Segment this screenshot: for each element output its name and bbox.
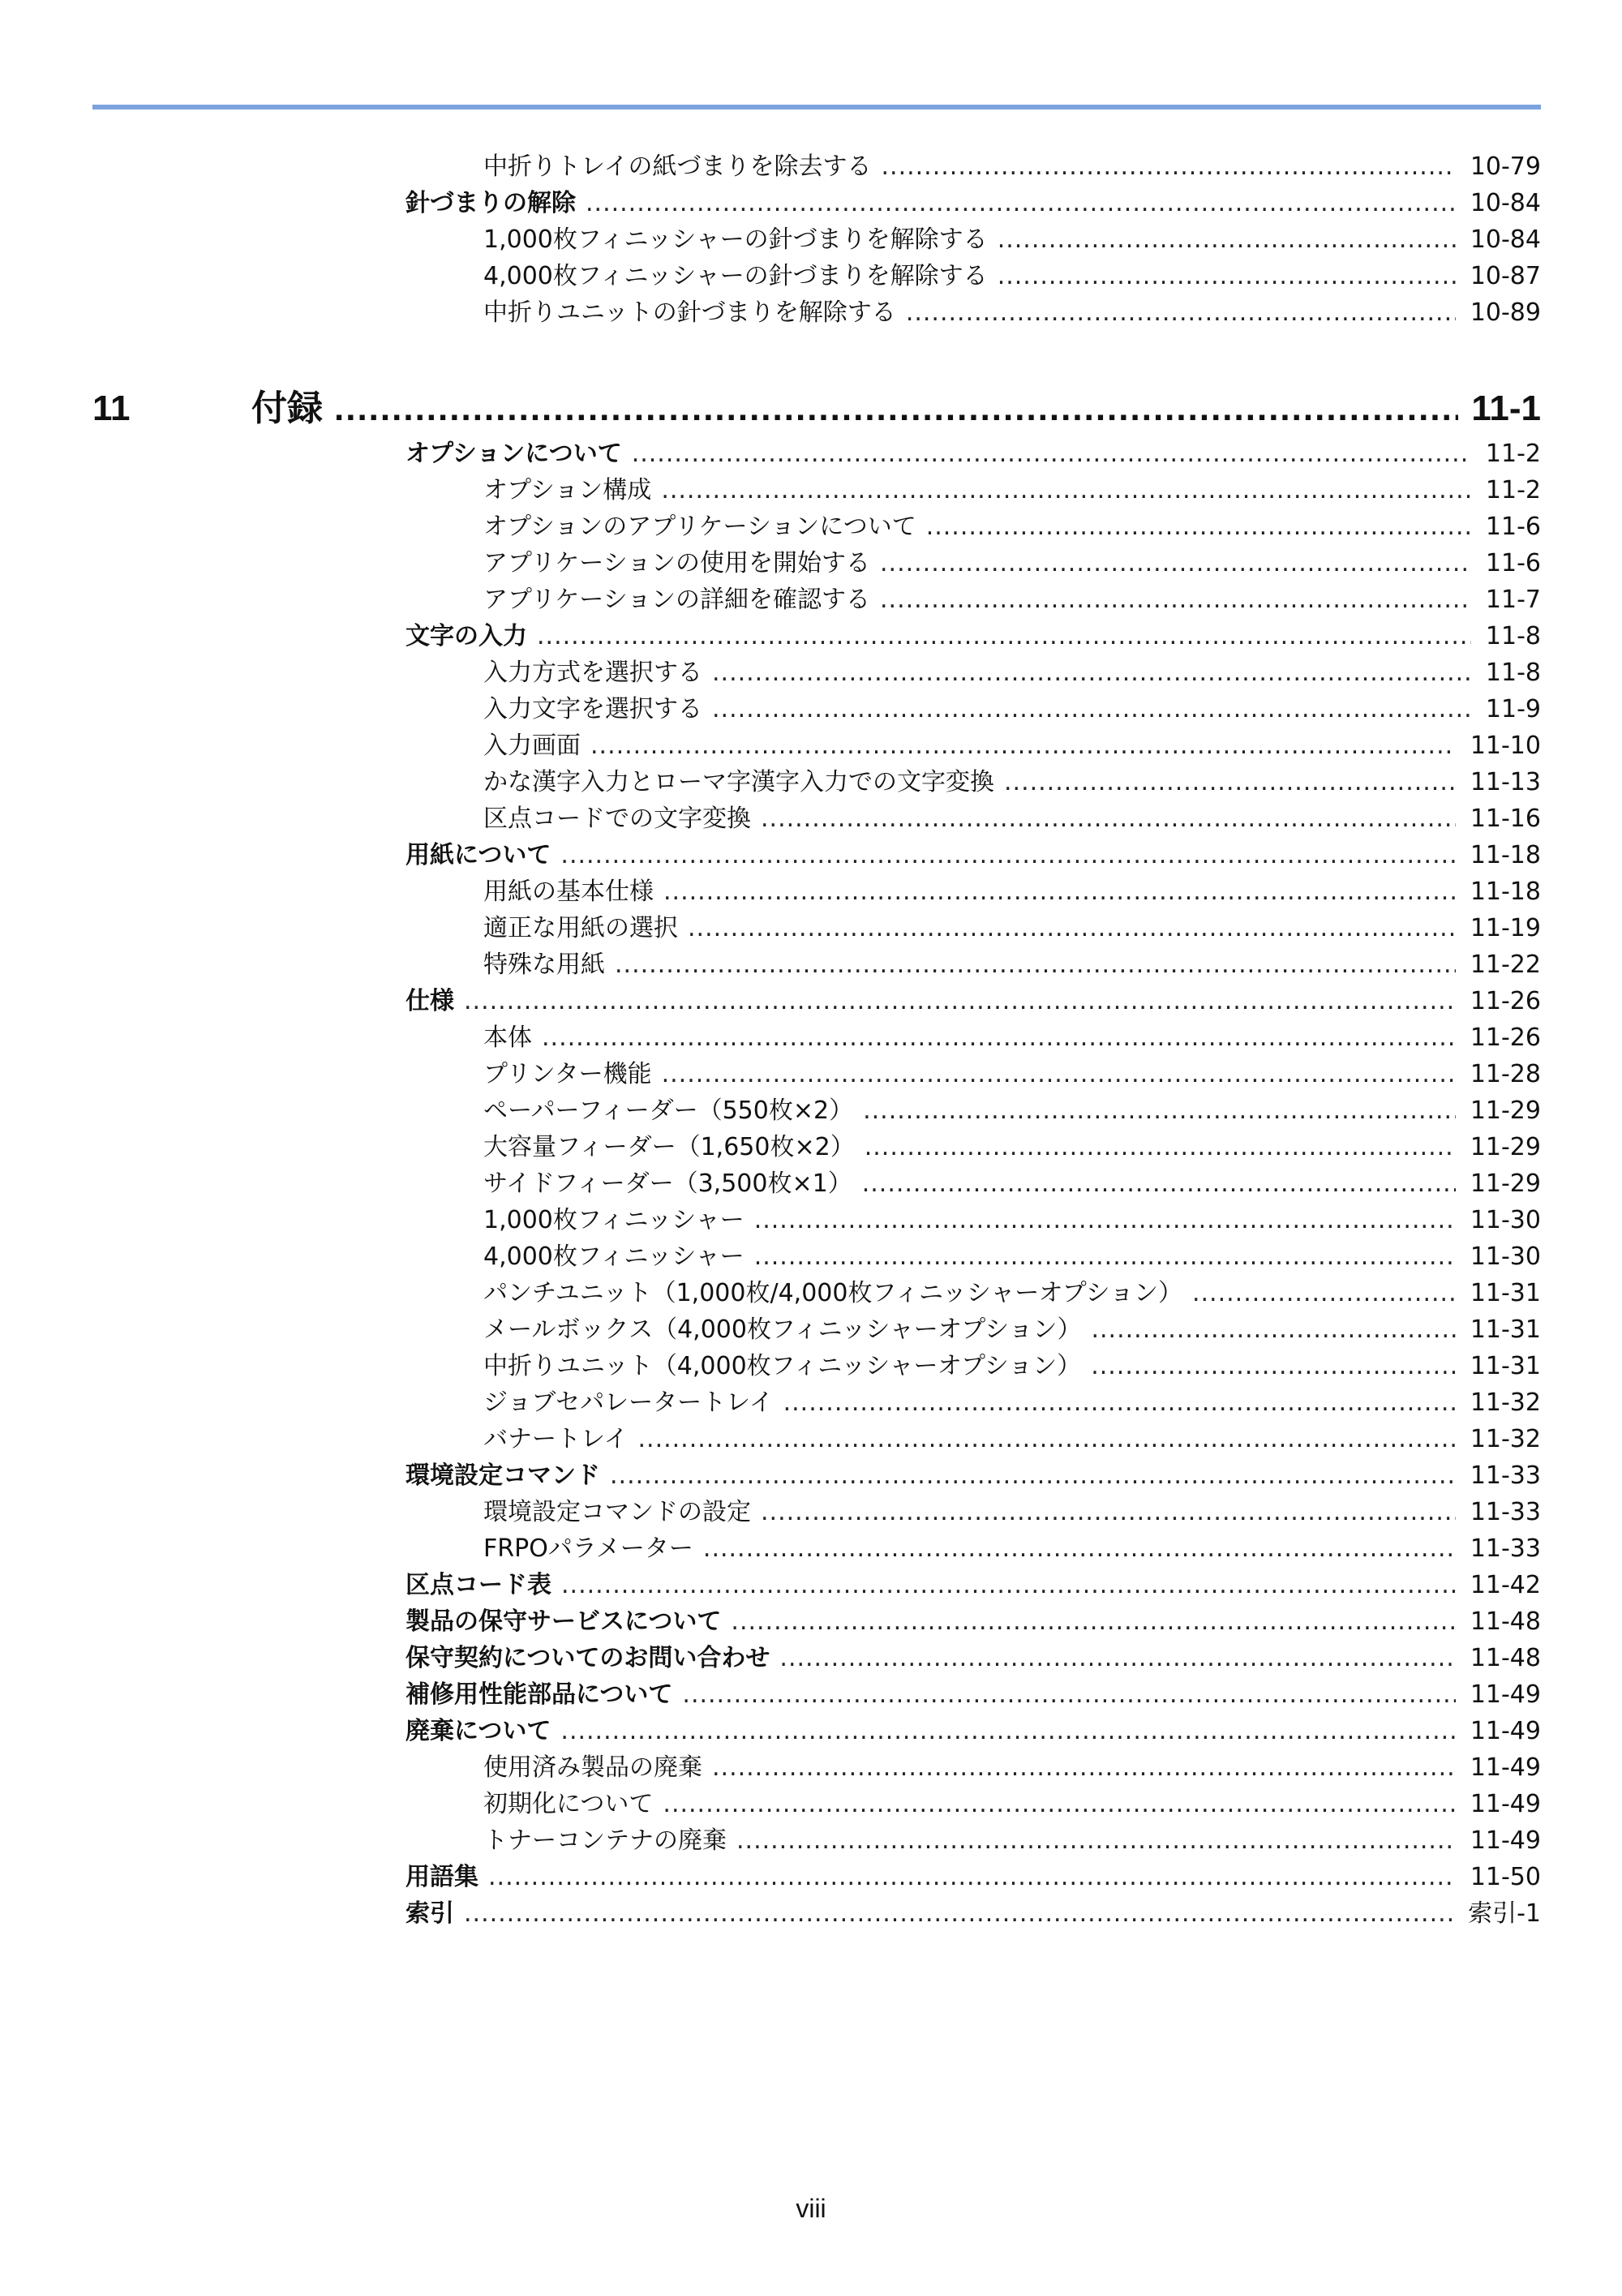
dot-leader [754,1238,1456,1275]
toc-subsection-entry[interactable] [483,1494,1541,1530]
entry-page: 11-6 [1485,549,1541,577]
dot-leader [880,545,1471,582]
entry-page: 11-18 [1470,841,1541,869]
dot-leader [865,1129,1456,1165]
entry-title: 区点コードでの文字変換 [483,805,751,833]
entry-title: アプリケーションの詳細を確認する [483,586,870,614]
entry-title: 入力画面 [483,732,581,760]
entry-title: 入力文字を選択する [483,695,702,723]
entry-title: プリンター機能 [483,1060,652,1088]
entry-page: 11-19 [1470,914,1541,942]
entry-page: 11-49 [1470,1826,1541,1855]
dot-leader [712,691,1471,727]
dot-leader [662,1056,1456,1092]
toc-subsection-entry[interactable] [483,1202,1541,1238]
entry-page: 11-30 [1470,1242,1541,1271]
toc-subsection-entry[interactable] [483,294,1541,331]
dot-leader [464,983,1456,1019]
entry-page: 11-22 [1470,951,1541,979]
dot-leader [1091,1311,1455,1348]
entry-title: 環境設定コマンドの設定 [483,1498,751,1526]
toc-subsection-entry[interactable] [483,764,1541,800]
dot-leader [560,837,1455,873]
dot-leader [926,509,1471,545]
entry-page: 11-33 [1470,1461,1541,1490]
dot-leader [998,258,1456,294]
toc-subsection-entry[interactable] [483,691,1541,727]
entry-title: 製品の保守サービスについて [406,1607,722,1636]
entry-page: 11-26 [1470,987,1541,1015]
entry-page: 11-30 [1470,1206,1541,1234]
entry-page: 11-2 [1485,440,1541,468]
toc-section-entry[interactable] [406,1895,1541,1932]
toc-subsection-entry[interactable] [483,800,1541,837]
entry-page: 11-49 [1470,1790,1541,1818]
entry-page: 11-33 [1470,1498,1541,1526]
toc-subsection-entry[interactable] [483,1129,1541,1165]
entry-page: 11-29 [1470,1133,1541,1161]
toc-section-entry[interactable] [406,1603,1541,1640]
entry-page: 11-10 [1470,732,1541,760]
entry-title: メールボックス（4,000枚フィニッシャーオプション） [483,1315,1082,1344]
entry-title: 4,000枚フィニッシャーの針づまりを解除する [483,262,988,290]
toc-subsection-entry[interactable] [483,727,1541,764]
dot-leader [882,148,1456,185]
entry-page: 11-32 [1470,1388,1541,1417]
toc-section-entry[interactable] [406,1640,1541,1676]
entry-title: 文字の入力 [406,622,527,650]
entry-page: 11-49 [1470,1753,1541,1782]
toc-subsection-entry[interactable] [483,545,1541,582]
entry-page: 11-31 [1470,1315,1541,1344]
entry-page: 11-50 [1470,1863,1541,1891]
dot-leader [688,910,1456,946]
dot-leader [863,1092,1456,1129]
entry-page: 11-31 [1470,1352,1541,1380]
entry-title: 針づまりの解除 [406,189,576,217]
dot-leader [779,1640,1455,1676]
entry-title: 補修用性能部品について [406,1680,673,1709]
entry-title: 中折りユニットの針づまりを解除する [483,298,896,327]
dot-leader [1004,764,1456,800]
entry-page: 10-84 [1470,189,1541,217]
entry-title: パンチユニット（1,000枚/4,000枚フィニッシャーオプション） [483,1279,1182,1307]
toc-section-entry[interactable] [406,837,1541,873]
toc-subsection-entry[interactable] [483,1384,1541,1421]
entry-title: 用語集 [406,1863,478,1891]
entry-page: 11-42 [1470,1571,1541,1599]
toc-subsection-entry[interactable] [483,946,1541,983]
toc-subsection-entry[interactable] [483,1348,1541,1384]
entry-page: 11-9 [1485,695,1541,723]
entry-title: バナートレイ [483,1425,629,1453]
dot-leader [682,1676,1455,1713]
toc-section-entry[interactable] [406,618,1541,654]
toc-subsection-entry[interactable] [483,509,1541,545]
entry-page: 11-48 [1470,1607,1541,1636]
dot-leader [906,294,1456,331]
entry-page: 11-16 [1470,805,1541,833]
toc-subsection-entry[interactable] [483,1275,1541,1311]
entry-title: かな漢字入力とローマ字漢字入力での文字変換 [483,768,994,796]
entry-page: 11-32 [1470,1425,1541,1453]
entry-title: 保守契約についてのお問い合わせ [406,1644,770,1672]
toc-subsection-entry[interactable] [483,1092,1541,1129]
dot-leader [610,1457,1456,1494]
header-rule [92,105,1541,109]
entry-page: 11-49 [1470,1680,1541,1709]
entry-title: サイドフィーダー（3,500枚×1） [483,1169,852,1198]
toc-section-entry[interactable] [406,436,1541,472]
entry-title: 中折りユニット（4,000枚フィニッシャーオプション） [483,1352,1082,1380]
entry-title: 特殊な用紙 [483,951,605,979]
toc-subsection-entry[interactable] [483,1822,1541,1859]
dot-leader [783,1384,1456,1421]
dot-leader [537,618,1471,654]
dot-leader [663,873,1456,910]
entry-page: 11-48 [1470,1644,1541,1672]
chapter-number: 11 [92,388,131,428]
toc-subsection-entry[interactable] [483,148,1541,185]
entry-title: ペーパーフィーダー（550枚×2） [483,1097,854,1125]
dot-leader [712,1749,1456,1786]
entry-title: 廃棄について [406,1717,551,1745]
toc-subsection-entry[interactable] [483,1421,1541,1457]
entry-title: オプションのアプリケーションについて [483,513,916,541]
entry-page: 11-33 [1470,1534,1541,1563]
dot-leader [488,1859,1456,1895]
entry-page: 11-31 [1470,1279,1541,1307]
dot-leader [731,1603,1455,1640]
dot-leader [586,185,1456,221]
entry-title: 用紙について [406,841,551,869]
toc-subsection-entry[interactable] [483,1056,1541,1092]
entry-title: 用紙の基本仕様 [483,878,654,906]
toc-subsection-entry[interactable] [483,221,1541,258]
entry-title: 1,000枚フィニッシャー [483,1206,744,1234]
dot-leader [1091,1348,1456,1384]
toc-subsection-entry[interactable] [483,1311,1541,1348]
toc-subsection-entry[interactable] [483,1165,1541,1202]
entry-title: 区点コード表 [406,1571,551,1599]
entry-title: 入力方式を選択する [483,659,702,687]
toc-subsection-entry[interactable] [483,472,1541,509]
dot-leader [862,1165,1456,1202]
entry-title: 索引 [406,1899,454,1928]
entry-title: オプション構成 [483,476,652,504]
entry-page: 10-79 [1470,152,1541,181]
toc-subsection-entry[interactable] [483,910,1541,946]
dot-leader [998,221,1456,258]
entry-title: 使用済み製品の廃棄 [483,1753,702,1782]
toc-section-entry[interactable] [406,1567,1541,1603]
entry-title: 1,000枚フィニッシャーの針づまりを解除する [483,225,988,254]
entry-title: 4,000枚フィニッシャー [483,1242,744,1271]
dot-leader [561,1567,1456,1603]
entry-title: FRPOパラメーター [483,1534,693,1563]
dot-leader [761,800,1456,837]
entry-page: 索引-1 [1468,1899,1541,1928]
entry-page: 11-8 [1485,622,1541,650]
toc-subsection-entry[interactable] [483,1530,1541,1567]
entry-title: 初期化について [483,1790,654,1818]
entry-page: 11-29 [1470,1097,1541,1125]
dot-leader [638,1421,1456,1457]
chapter-title: 付録 [251,388,323,428]
dot-leader [590,727,1456,764]
dot-leader [334,388,1458,429]
dot-leader [880,582,1471,618]
toc-subsection-entry[interactable] [483,582,1541,618]
entry-page: 11-6 [1485,513,1541,541]
dot-leader [464,1895,1453,1932]
entry-page: 11-7 [1485,586,1541,614]
entry-title: 中折りトレイの紙づまりを除去する [483,152,872,181]
dot-leader [661,472,1471,509]
entry-page: 11-28 [1470,1060,1541,1088]
entry-page: 11-8 [1485,659,1541,687]
page-number: viii [796,2194,826,2223]
chapter-heading[interactable] [92,379,1541,427]
entry-title: 環境設定コマンド [406,1461,600,1490]
entry-title: 本体 [483,1024,532,1052]
entry-title: 適正な用紙の選択 [483,914,678,942]
dot-leader [615,946,1456,983]
entry-page: 11-13 [1470,768,1541,796]
toc-section-entry[interactable] [406,983,1541,1019]
entry-page: 10-87 [1470,262,1541,290]
dot-leader [1192,1275,1456,1311]
dot-leader [761,1494,1456,1530]
entry-page: 10-84 [1470,225,1541,254]
toc-subsection-entry[interactable] [483,258,1541,294]
toc-section-entry[interactable] [406,185,1541,221]
toc-subsection-entry[interactable] [483,1749,1541,1786]
toc-subsection-entry[interactable] [483,873,1541,910]
dot-leader [663,1786,1455,1822]
entry-page: 11-18 [1470,878,1541,906]
toc-section-entry[interactable] [406,1676,1541,1713]
entry-page: 11-49 [1470,1717,1541,1745]
entry-title: アプリケーションの使用を開始する [483,549,870,577]
dot-leader [703,1530,1456,1567]
entry-title: トナーコンテナの廃棄 [483,1826,727,1855]
entry-title: ジョブセパレータートレイ [483,1388,774,1417]
dot-leader [560,1713,1455,1749]
entry-page: 10-89 [1470,298,1541,327]
dot-leader [542,1019,1456,1056]
entry-page: 11-2 [1485,476,1541,504]
toc-section-entry[interactable] [406,1713,1541,1749]
entry-title: 仕様 [406,987,454,1015]
entry-page: 11-26 [1470,1024,1541,1052]
dot-leader [632,436,1471,472]
dot-leader [754,1202,1456,1238]
entry-title: 大容量フィーダー（1,650枚×2） [483,1133,855,1161]
toc-section-entry[interactable] [406,1457,1541,1494]
chapter-page: 11-1 [1471,388,1541,428]
toc-subsection-entry[interactable] [483,1786,1541,1822]
toc-section-entry[interactable] [406,1859,1541,1895]
entry-title: オプションについて [406,440,622,468]
entry-page: 11-29 [1470,1169,1541,1198]
toc-subsection-entry[interactable] [483,1238,1541,1275]
toc-subsection-entry[interactable] [483,1019,1541,1056]
dot-leader [712,654,1471,691]
toc-subsection-entry[interactable] [483,654,1541,691]
dot-leader [736,1822,1456,1859]
